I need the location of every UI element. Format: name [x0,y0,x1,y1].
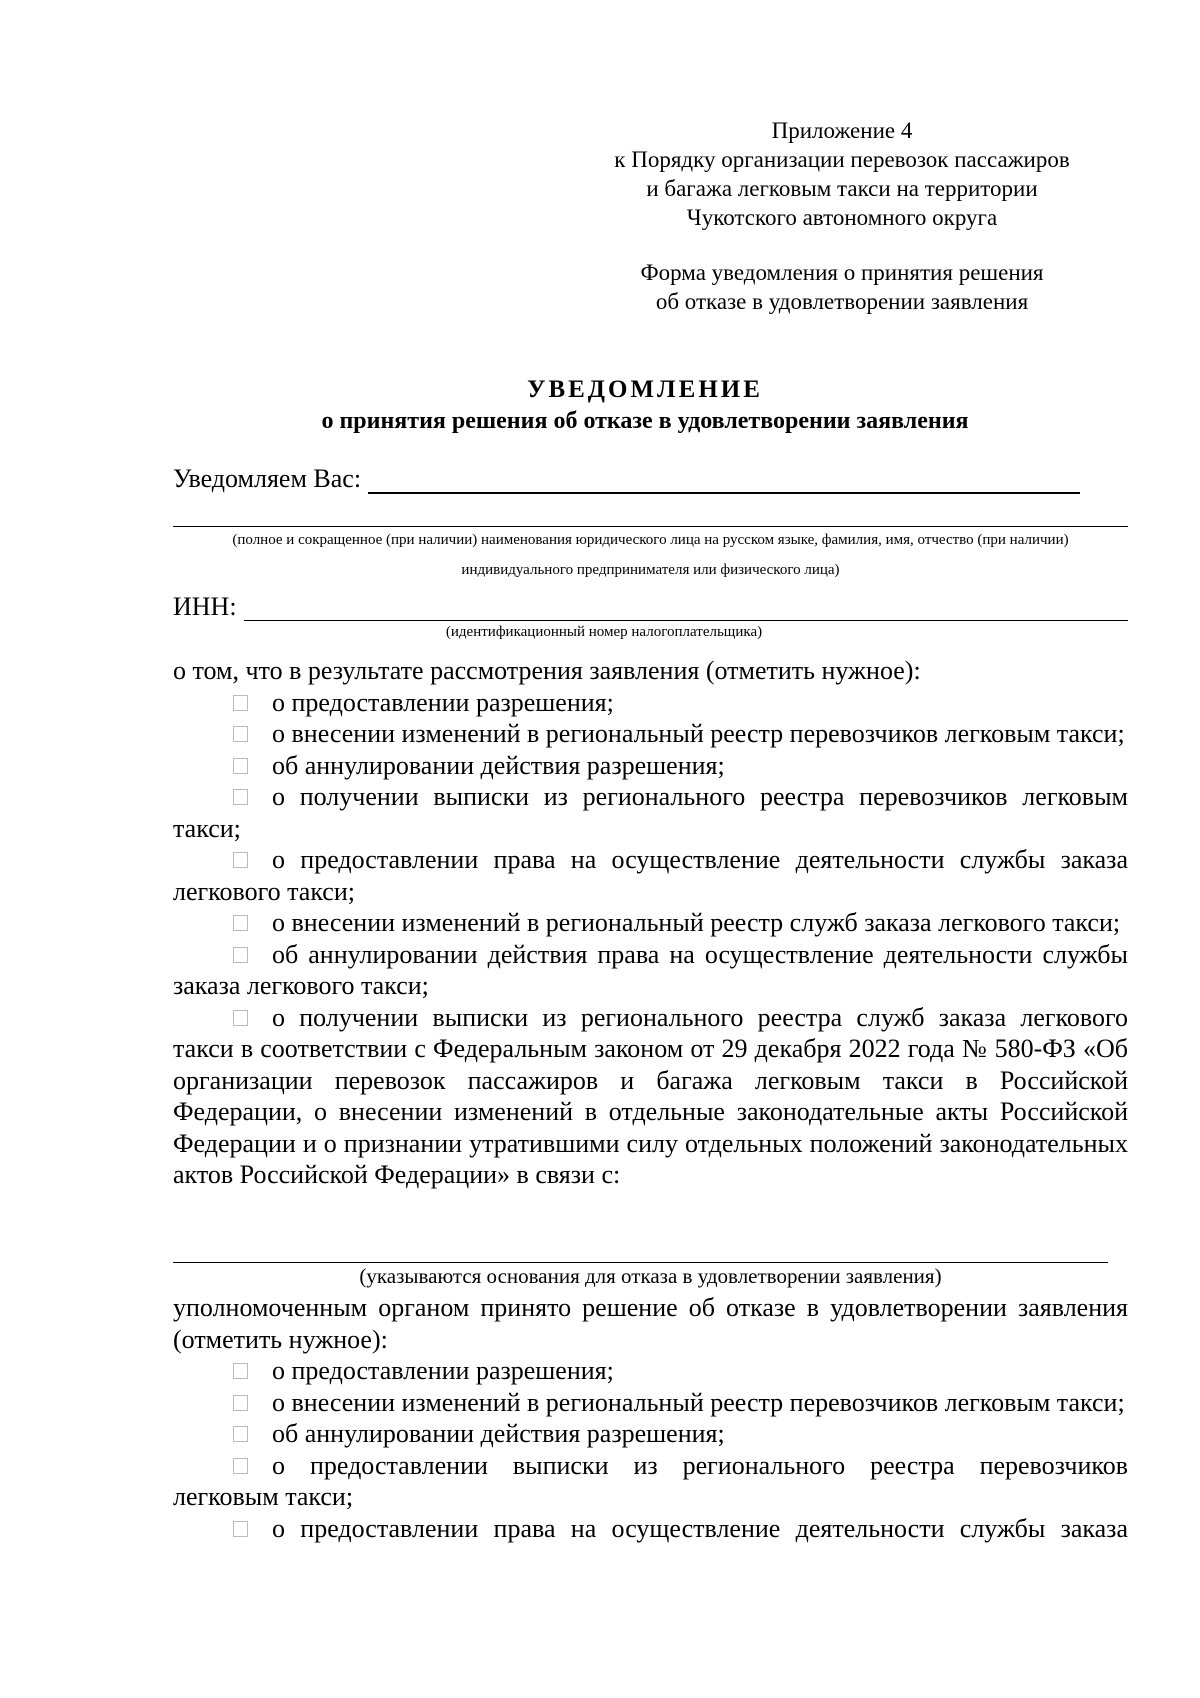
reason-field[interactable] [173,1262,1108,1263]
checkbox[interactable] [233,1521,248,1537]
notify-label: Уведомляем Вас: [173,464,362,493]
checkbox[interactable] [233,1426,248,1442]
intro-text: о том, что в результате рассмотрения заявления (отметить нужное): [173,656,921,685]
document-subtitle: о принятия решения об отказе в удовлетворении заявления [321,408,969,434]
document-title: УВЕДОМЛЕНИЕ [527,376,763,403]
decision-intro: уполномоченным органом принято решение об отказе в удовлетворении заявления (отметить нужное): [173,1293,1128,1354]
checkbox[interactable] [233,1363,248,1379]
recipient-field[interactable] [368,492,1080,494]
list-item: о внесении изменений в региональный реестр перевозчиков легковым такси; [173,718,1128,750]
recipient-line-2[interactable] [173,526,1128,527]
inn-row [173,592,237,622]
list-item: о получении выписки из регионального реестра перевозчиков легковым такси; [173,782,1128,843]
checkbox[interactable] [233,947,248,963]
list-item: о предоставлении права на осуществление деятельности службы заказа легкового такси; [173,845,1128,906]
list-item: о предоставлении выписки из регионального реестра перевозчиков легковым такси; [173,1450,1128,1511]
list-item: об аннулировании действия разрешения; [173,1418,1128,1450]
checkbox[interactable] [233,758,248,774]
form-line: Форма уведомления о принятия решения [640,260,1044,285]
list-item: о предоставлении права на осуществление деятельности службы заказа [173,1513,1128,1545]
appendix-line: и багажа легковым такси на территории [646,176,1038,201]
checkbox[interactable] [233,1395,248,1411]
appendix-line: Приложение 4 [771,118,913,143]
checkbox[interactable] [233,695,248,711]
checkbox[interactable] [233,1458,248,1474]
inn-caption: (идентификационный номер налогоплательщика) [445,624,763,640]
list-item: о получении выписки из регионального реестра служб заказа легкового такси в соответствии с Федеральным законом от 29 декабря 2022 года № 580-ФЗ «Об организации перевозок пассажиров и багажа легковым такси в Российской Федерации, о внесении изменений в отдельные законодательные акты Российской Федерации и о признании утратившими силу отдельных положений законодательных актов Российской Федерации» в связи с: [173,1002,1128,1189]
list-item: о внесении изменений в региональный реестр перевозчиков легковым такси; [173,1387,1128,1419]
list-item: о предоставлении разрешения; [173,687,1128,719]
checkbox[interactable] [233,852,248,868]
appendix-line: к Порядку организации перевозок пассажиров [614,147,1070,172]
checkbox[interactable] [233,1010,248,1026]
checkbox[interactable] [233,726,248,742]
checkbox[interactable] [233,789,248,805]
options-section-2 [173,1292,1128,1544]
list-item: об аннулировании действия разрешения; [173,750,1128,782]
appendix-line: Чукотского автономного округа [686,205,998,230]
name-caption-1: (полное и сокращенное (при наличии) наименования юридического лица на русском языке, фамилия, имя, отчество (при наличии) [232,532,1069,548]
form-header [562,258,1122,316]
list-item: о внесении изменений в региональный реестр служб заказа легкового такси; [173,907,1128,939]
form-line: об отказе в удовлетворении заявления [655,289,1029,314]
name-caption-2: индивидуального предпринимателя или физического лица) [461,562,840,578]
inn-label: ИНН: [173,592,237,621]
list-item: о предоставлении разрешения; [173,1355,1128,1387]
inn-field[interactable] [244,620,1128,621]
checkbox[interactable] [233,915,248,931]
options-section-1 [173,655,1128,1191]
notify-row [173,464,1080,494]
list-item: об аннулировании действия права на осуществление деятельности службы заказа легкового такси; [173,939,1128,1000]
reason-caption: (указываются основания для отказа в удовлетворении заявления) [359,1264,942,1288]
appendix-header [562,116,1122,232]
